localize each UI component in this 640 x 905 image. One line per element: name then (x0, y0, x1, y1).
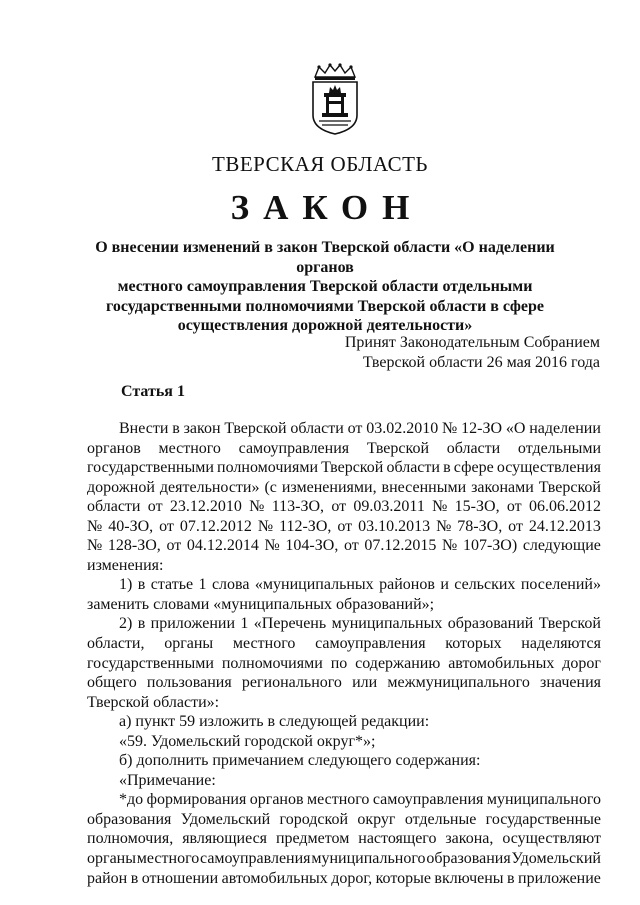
body-word: законами (471, 478, 534, 496)
body-word: отдельные (404, 810, 477, 828)
body-word: 06.06.2012 (528, 498, 601, 516)
body-line (87, 654, 601, 674)
body-word: от (508, 517, 523, 535)
body-word: муниципального (486, 791, 601, 809)
body-word: *до (119, 791, 144, 809)
body-word: органы (164, 635, 214, 653)
body-word: 07.12.2015 (364, 537, 437, 555)
body-word: № (432, 498, 448, 516)
body-word: Внести (119, 420, 169, 437)
body-word: полномочия, (87, 830, 174, 848)
body-word: 15-ЗО, (454, 498, 500, 516)
body-word: органов (87, 439, 141, 457)
body-word: органы (87, 850, 136, 868)
body-word: от (166, 537, 182, 555)
body-line (87, 771, 601, 791)
body-word: области (446, 439, 501, 457)
body-word: включены (434, 869, 504, 887)
body-line (87, 634, 601, 654)
body-word: самоуправления (372, 791, 484, 809)
body-word: области, (87, 635, 145, 653)
article-heading: Статья 1 (121, 383, 185, 400)
body-word: осуществления (496, 459, 601, 477)
body-word: «Перечень (253, 615, 327, 633)
body-word: округ (357, 810, 396, 828)
body-word: Тверской (366, 439, 430, 457)
body-word: 04.12.2014 (186, 537, 259, 555)
body-word: дорог, (331, 869, 373, 887)
body-word: общего (87, 674, 137, 692)
body-word: государственными (87, 459, 214, 477)
article-body (87, 419, 601, 888)
body-word: № (442, 420, 458, 437)
body-word: в (443, 459, 451, 477)
body-word: автомобильных (221, 869, 328, 887)
body-word: Тверской области»: (87, 693, 220, 711)
law-title-line: местного самоуправления Тверской области отдельными (117, 278, 533, 295)
body-word: Тверской (538, 615, 601, 633)
body-line (87, 595, 601, 615)
body-word: слова (211, 576, 250, 594)
body-line (87, 536, 601, 556)
body-word: Тверской (224, 420, 287, 437)
body-word: поселений» (520, 576, 601, 594)
body-word: а) пункт 59 изложить в следующей редакции: (119, 713, 430, 731)
body-word: от (147, 498, 163, 516)
body-word: сельских (454, 576, 516, 594)
body-word: районов (379, 576, 435, 594)
body-word: № (264, 537, 280, 555)
body-line (87, 712, 601, 732)
body-word: № (442, 537, 458, 555)
body-line (87, 556, 601, 576)
body-word: статье (150, 576, 194, 594)
body-line (87, 439, 601, 459)
body-word: самоуправления (200, 850, 311, 868)
body-line (87, 614, 601, 634)
body-word: приложение (518, 869, 601, 887)
body-line (87, 497, 601, 517)
body-word: образований (447, 615, 534, 633)
body-word: регионального (241, 674, 342, 692)
body-word: по (330, 654, 348, 672)
body-line (87, 419, 601, 439)
document-type: ЗАКОН (230, 188, 424, 227)
body-word: заменить словами «муниципальных образований»; (87, 595, 435, 613)
body-word: Удомельский (180, 810, 271, 828)
body-word: от (337, 517, 353, 535)
body-word: муниципального (311, 850, 426, 868)
body-word: изменения: (87, 556, 164, 574)
body-word: дорожной (87, 478, 155, 496)
body-line (87, 751, 601, 771)
body-line (87, 732, 601, 752)
body-word: закон (183, 420, 221, 437)
body-word: от (506, 498, 522, 516)
body-line (87, 575, 601, 595)
body-line (87, 869, 601, 889)
body-word: государственными (87, 654, 214, 672)
body-word: 1 (240, 615, 249, 633)
body-word: деятельности» (159, 478, 260, 496)
body-word: «муниципальных (254, 576, 374, 594)
body-line (87, 478, 601, 498)
body-word: отдельными (517, 439, 601, 457)
body-word: органов (249, 791, 304, 809)
body-word: осуществляют (502, 830, 601, 848)
law-title (80, 238, 570, 336)
law-title-line: О внесении изменений в закон Тверской области «О наделении органов (95, 239, 555, 276)
body-word: 24.12.2013 (528, 517, 601, 535)
body-word: от (331, 498, 347, 516)
body-word: внесенными (381, 478, 467, 496)
adoption-note (345, 333, 600, 372)
body-word: дорог (562, 654, 601, 672)
body-word: 09.03.2011 (353, 498, 425, 516)
body-word: местного (136, 850, 200, 868)
body-line (87, 673, 601, 693)
body-word: отношении (141, 869, 219, 887)
body-word: местного (306, 791, 370, 809)
body-word: которые (375, 869, 431, 887)
body-word: наделении (529, 420, 601, 437)
body-word: и (440, 576, 449, 594)
body-word: «Примечание: (119, 771, 216, 789)
body-word: б) дополнить примечанием следующего содержания: (119, 752, 481, 770)
body-word: муниципальных (331, 615, 443, 633)
body-word: приложении (150, 615, 236, 633)
body-word: 1 (198, 576, 207, 594)
body-word: от (347, 420, 363, 437)
body-word: № (87, 517, 103, 535)
body-word: 113-ЗО, (271, 498, 325, 516)
body-word: район (87, 869, 128, 887)
body-word: межмуниципального (387, 674, 530, 692)
body-word: от (343, 537, 359, 555)
body-word: настоящего (358, 830, 437, 848)
body-word: 03.10.2013 (358, 517, 431, 535)
body-word: 23.12.2010 (169, 498, 242, 516)
body-word: «О (505, 420, 526, 437)
body-line (87, 693, 601, 713)
body-line (87, 810, 601, 830)
body-line (87, 517, 601, 537)
body-word: 112-ЗО, (279, 517, 332, 535)
body-word: 12-ЗО (461, 420, 503, 437)
law-title-line: государственными полномочиями Тверской области в сфере (106, 297, 544, 315)
body-word: Тверской (538, 478, 601, 496)
body-word: полномочиями (217, 459, 319, 477)
tver-coat-of-arms-icon (309, 63, 361, 136)
body-word: «59. Удомельский городской округ*»; (119, 732, 376, 750)
body-word: № (249, 498, 265, 516)
body-word: сфере (453, 459, 494, 477)
body-word: следующие (522, 537, 601, 555)
body-word: № (436, 517, 452, 535)
body-word: пользования (146, 674, 232, 692)
body-word: предметом (275, 830, 350, 848)
body-word: которых (445, 635, 502, 653)
body-line (87, 458, 601, 478)
body-word: полномочиями (221, 654, 323, 672)
body-word: городской (279, 810, 348, 828)
body-word: 07.12.2012 (179, 517, 252, 535)
body-word: в (172, 420, 180, 437)
body-line (87, 790, 601, 810)
body-word: Тверской (321, 459, 384, 477)
adoption-line: Принят Законодательным Собранием (344, 334, 600, 351)
body-word: области (87, 498, 141, 516)
body-word: наделяются (521, 635, 601, 653)
region-name: ТВЕРСКАЯ ОБЛАСТЬ (212, 152, 428, 176)
body-word: от (159, 517, 174, 535)
body-word: № (87, 537, 103, 555)
body-word: области (290, 420, 344, 437)
body-word: образования (87, 810, 172, 828)
body-word: или (352, 674, 378, 692)
law-title-line: осуществления дорожной деятельности» (177, 317, 473, 334)
body-word: самоуправления (315, 635, 426, 653)
body-word: в (137, 576, 146, 594)
body-line (87, 829, 601, 849)
body-word: автомобильных (448, 654, 555, 672)
body-word: 107-ЗО) (462, 537, 518, 555)
body-word: формирования (146, 791, 247, 809)
body-word: 2) (119, 615, 133, 633)
body-word: № (257, 517, 274, 535)
body-word: местного (232, 635, 296, 653)
body-word: государственные (485, 810, 601, 828)
body-word: являющиеся (182, 830, 268, 848)
body-word: в (137, 615, 146, 633)
body-word: области (386, 459, 440, 477)
body-word: в (130, 869, 139, 887)
body-word: в (507, 869, 515, 887)
body-word: Удомельский (511, 850, 601, 868)
body-word: 78-ЗО, (457, 517, 503, 535)
body-word: образования (426, 850, 511, 868)
body-word: 40-ЗО, (108, 517, 154, 535)
body-word: 128-ЗО, (107, 537, 161, 555)
body-word: 1) (119, 576, 133, 594)
body-word: местного (158, 439, 221, 457)
body-word: содержанию (355, 654, 441, 672)
body-line (87, 849, 601, 869)
body-word: 03.02.2010 (366, 420, 439, 437)
body-word: самоуправления (238, 439, 350, 457)
body-word: 104-ЗО, (285, 537, 339, 555)
body-word: (с (264, 478, 277, 496)
body-word: изменениями, (281, 478, 377, 496)
body-word: значения (540, 674, 601, 692)
body-word: закона, (445, 830, 494, 848)
adoption-line: Тверской области 26 мая 2016 года (362, 353, 600, 371)
